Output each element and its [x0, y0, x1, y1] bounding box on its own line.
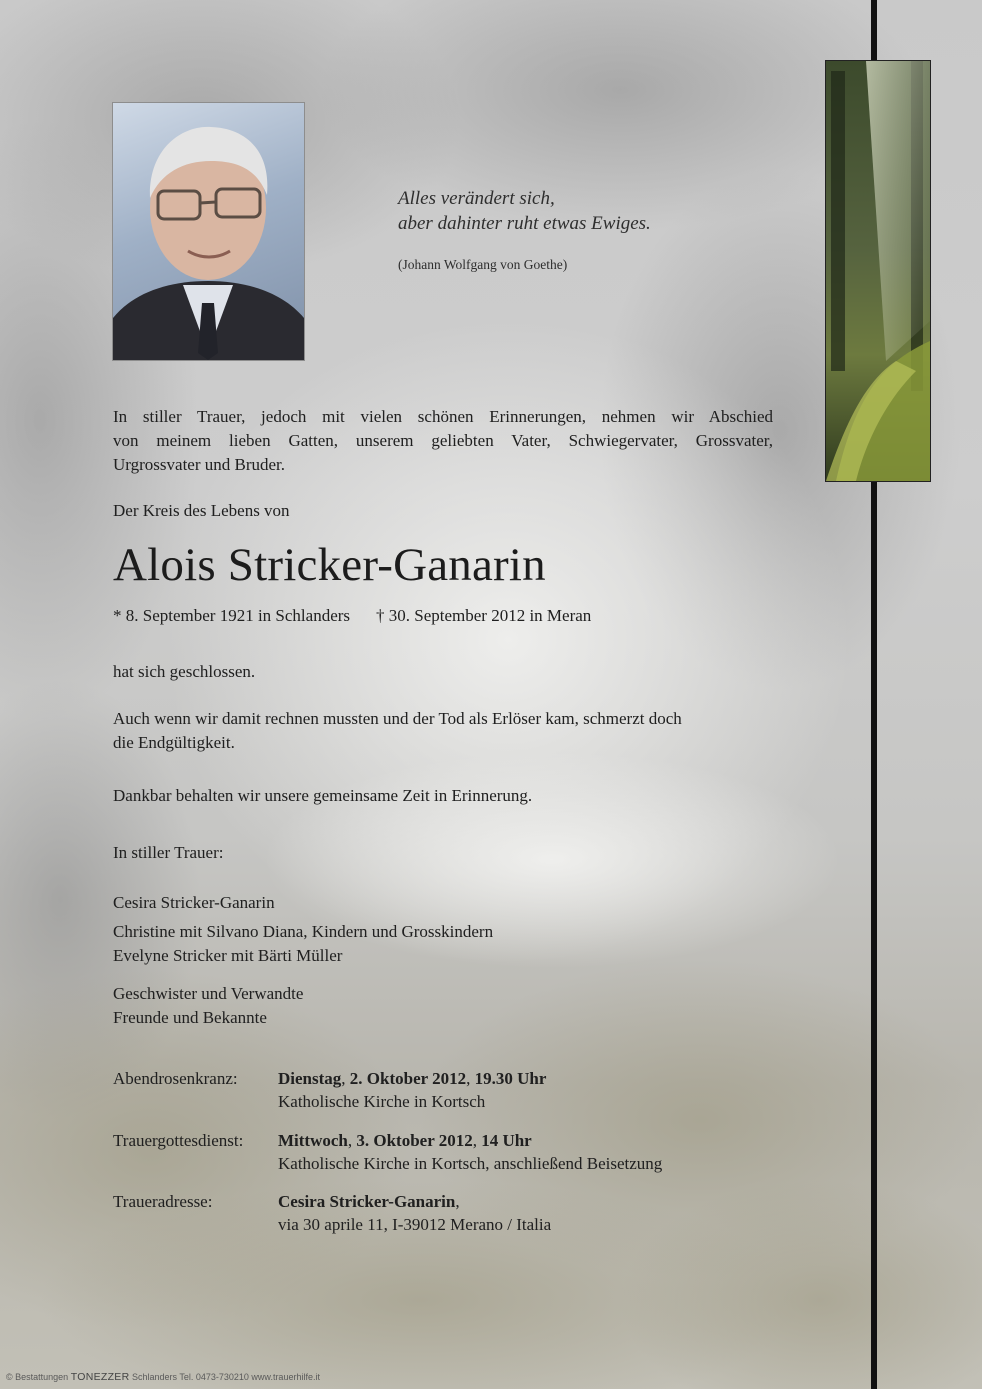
mourner-spouse: Cesira Stricker-Ganarin	[113, 893, 275, 912]
event-time: 19.30 Uhr	[474, 1069, 547, 1088]
acceptance-line-2: die Endgültigkeit.	[113, 733, 235, 752]
quote-line-2: aber dahinter ruht etwas Ewiges.	[398, 213, 651, 234]
forest-path-image	[825, 60, 931, 482]
intro-line-1: In stiller Trauer, jedoch mit vielen schönen Erinnerungen, nehmen wir Abschied	[113, 407, 773, 426]
mourner-daughter-2: Evelyne Stricker mit Bärti Müller	[113, 946, 343, 965]
mourning-address	[113, 1190, 773, 1238]
gratitude-paragraph: Dankbar behalten wir unsere gemeinsame Zeit in Erinnerung.	[113, 786, 533, 805]
event-day: Mittwoch	[278, 1131, 348, 1150]
portrait-photo	[112, 102, 305, 361]
closed-text: hat sich geschlossen.	[113, 662, 256, 681]
acceptance-line-1: Auch wenn wir damit rechnen mussten und der Tod als Erlöser kam, schmerzt doch	[113, 709, 682, 728]
goethe-quote	[398, 186, 651, 236]
event-datetime: Dienstag, 2. Oktober 2012, 19.30 Uhr	[278, 1069, 547, 1088]
address-street: via 30 aprile 11, I-39012 Merano / Italia	[278, 1215, 552, 1234]
acceptance-paragraph	[113, 707, 773, 755]
event-date: 2. Oktober 2012	[349, 1069, 467, 1088]
mourning-label: In stiller Trauer:	[113, 843, 224, 862]
address-label: Traueradresse:	[113, 1192, 213, 1211]
intro-paragraph	[113, 405, 773, 477]
event-label: Trauergottesdienst:	[113, 1131, 244, 1150]
event-time: 14 Uhr	[481, 1131, 532, 1150]
quote-author: (Johann Wolfgang von Goethe)	[398, 257, 568, 272]
mourner-daughter-1: Christine mit Silvano Diana, Kindern und Grosskindern	[113, 922, 494, 941]
event-place: Katholische Kirche in Kortsch	[278, 1092, 486, 1111]
address-name: Cesira Stricker-Ganarin,	[278, 1192, 460, 1211]
quote-line-1: Alles verändert sich,	[398, 188, 555, 209]
event-rosary	[113, 1067, 773, 1115]
relatives-friends: Freunde und Bekannte	[113, 1008, 267, 1027]
mourners-list	[113, 891, 773, 968]
life-dates	[113, 606, 591, 626]
footer-credit	[6, 1371, 320, 1383]
event-date: 3. Oktober 2012	[356, 1131, 473, 1150]
deceased-name: Alois Stricker-Ganarin	[113, 539, 546, 591]
intro-line-2: von meinem lieben Gatten, unserem geliebten Vater, Schwiegervater, Grossvater,	[113, 431, 773, 450]
relatives-siblings: Geschwister und Verwandte	[113, 984, 304, 1003]
circle-of-life-text: Der Kreis des Lebens von	[113, 501, 290, 520]
event-place: Katholische Kirche in Kortsch, anschließend Beisetzung	[278, 1154, 663, 1173]
death-date: † 30. September 2012 in Meran	[376, 606, 592, 625]
footer-contact: Schlanders Tel. 0473-730210 www.trauerhilfe.it	[132, 1372, 320, 1382]
relatives-list	[113, 982, 773, 1030]
footer-prefix: © Bestattungen	[6, 1372, 69, 1382]
event-label: Abendrosenkranz:	[113, 1069, 238, 1088]
event-day: Dienstag	[278, 1069, 342, 1088]
birth-date: * 8. September 1921 in Schlanders	[113, 606, 351, 625]
event-funeral-service	[113, 1129, 773, 1177]
intro-line-3: Urgrossvater und Bruder.	[113, 455, 286, 474]
footer-brand: TONEZZER	[70, 1371, 130, 1383]
address-name-text: Cesira Stricker-Ganarin	[278, 1192, 456, 1211]
event-datetime: Mittwoch, 3. Oktober 2012, 14 Uhr	[278, 1131, 532, 1150]
